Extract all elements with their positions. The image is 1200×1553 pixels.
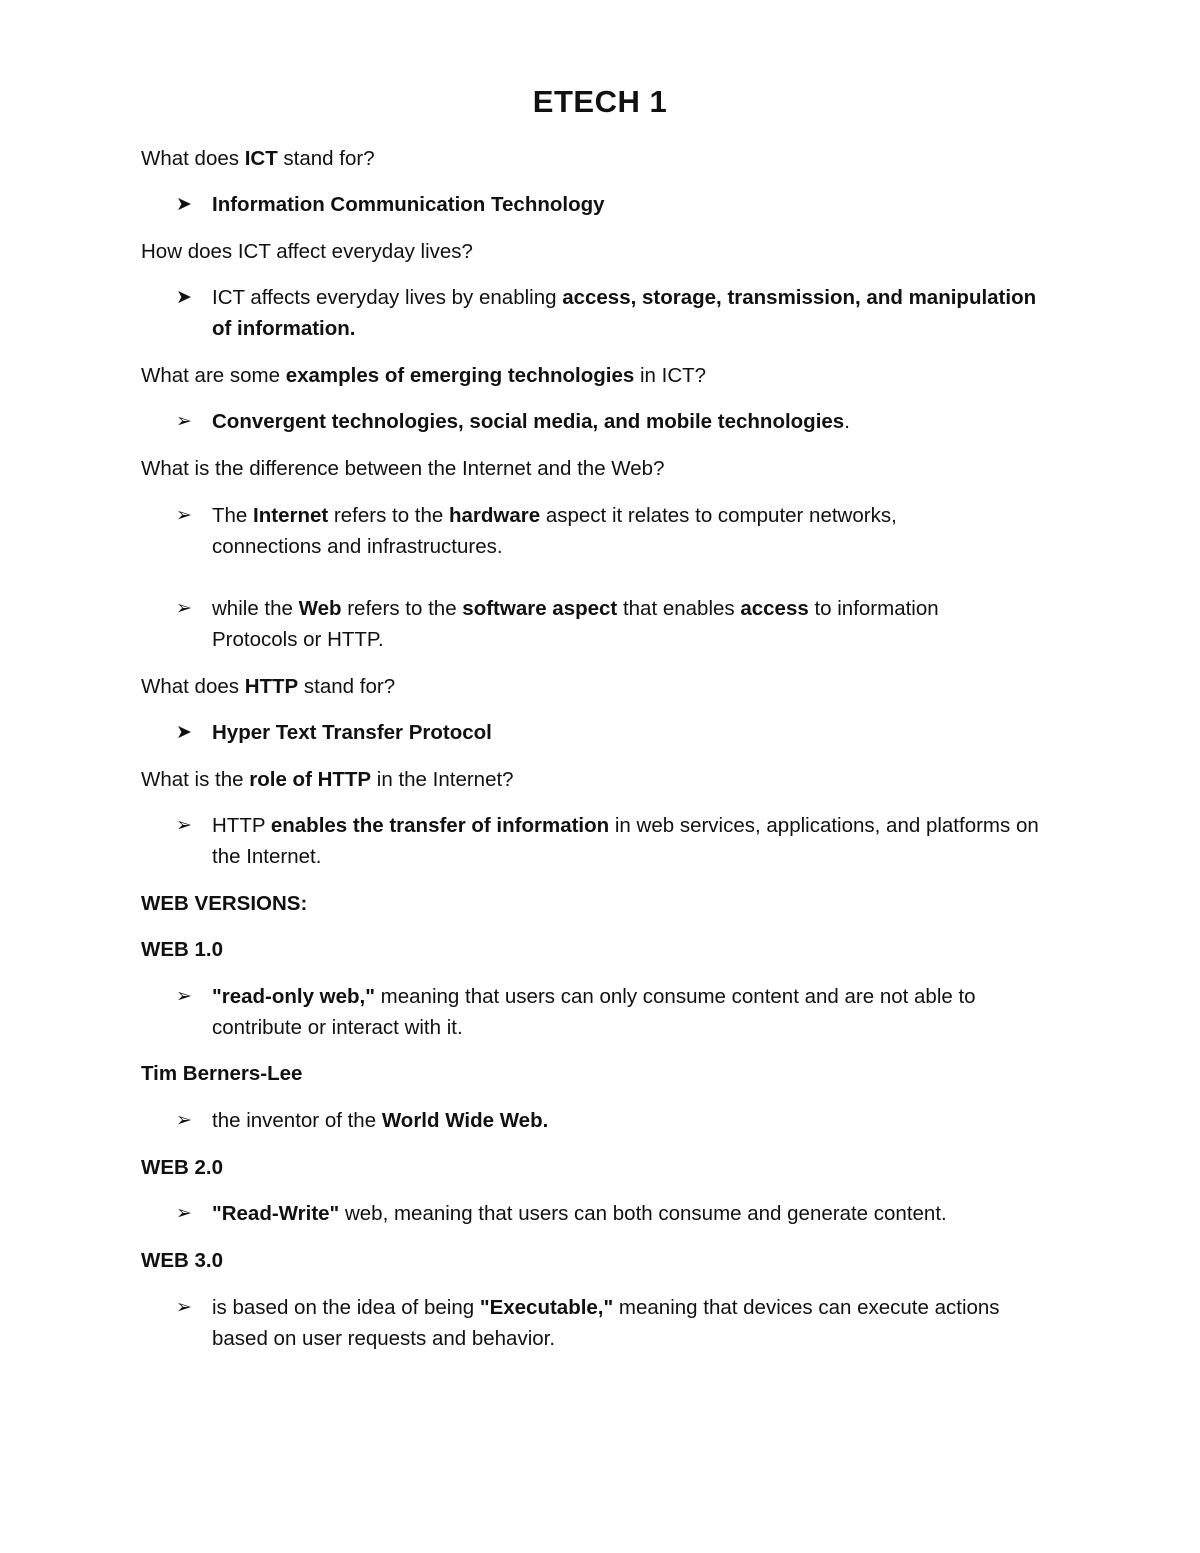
answer-bold: access (740, 597, 809, 620)
arrow-bullet-icon: ➢ (176, 411, 192, 432)
answer-text: ICT affects everyday lives by enabling (212, 286, 563, 309)
answer-bold: Internet (253, 504, 329, 527)
answer-internet (176, 500, 936, 562)
question-bold: HTTP (244, 675, 299, 698)
question-internet-web: What is the difference between the Internet and the Web? (141, 457, 665, 480)
answer-text: meaning that devices can execute actions based on user requests and behavior. (212, 1296, 1000, 1350)
answer-text: refers to the (341, 597, 463, 620)
answer-text: in web services, applications, and platforms on the Internet. (212, 814, 1039, 868)
answer-ict-effect (176, 282, 1056, 344)
answer-bold: enables the transfer of information (270, 814, 610, 837)
page-title: ETECH 1 (532, 84, 668, 119)
heading-tim-berners-lee: Tim Berners-Lee (141, 1062, 303, 1085)
question-emerging (141, 360, 706, 391)
arrow-bullet-icon: ➢ (176, 815, 192, 836)
answer-text: that enables (617, 597, 741, 620)
answer-text: to information Protocols or HTTP. (212, 597, 939, 651)
arrow-bullet-icon: ➢ (176, 986, 192, 1007)
answer-web2 (176, 1198, 1076, 1229)
answer-text: meaning that users can only consume content and are not able to contribute or interact with it. (212, 985, 976, 1039)
arrow-bullet-icon: ➢ (176, 1110, 192, 1131)
answer-text: web, meaning that users can both consume and generate content. (339, 1202, 947, 1225)
question-text: What does (141, 147, 245, 170)
answer-text: The (212, 504, 254, 527)
question-bold: examples of emerging technologies (285, 364, 635, 387)
question-ict-effect: How does ICT affect everyday lives? (141, 240, 473, 263)
question-text: in ICT? (634, 364, 707, 387)
answer-text: refers to the (328, 504, 449, 527)
answer-bold: Web (298, 597, 342, 620)
answer-text: HTTP (212, 814, 271, 837)
heading-web1: WEB 1.0 (141, 938, 224, 961)
answer-bold: "Executable," (479, 1296, 614, 1319)
answer-web (176, 593, 956, 655)
question-text: What does (141, 675, 245, 698)
answer-text: the inventor of the (212, 1109, 382, 1132)
answer-bold: "Read-Write" (212, 1202, 340, 1225)
arrow-bullet-icon: ➤ (176, 722, 192, 743)
answer-tbl (176, 1105, 1076, 1136)
question-bold: ICT (244, 147, 278, 170)
answer-text: . (844, 410, 850, 433)
answer-bold: World Wide Web. (381, 1109, 549, 1132)
answer-bold: Convergent technologies, social media, and mobile technologies (212, 410, 845, 433)
answer-http-role (176, 810, 1046, 872)
answer-text: is based on the idea of being (212, 1296, 480, 1319)
heading-web3: WEB 3.0 (141, 1249, 224, 1272)
heading-web-versions: WEB VERSIONS: (141, 892, 308, 915)
answer-web3 (176, 1292, 1036, 1354)
arrow-bullet-icon: ➢ (176, 1297, 192, 1318)
answer-web1 (176, 981, 1026, 1043)
question-bold: role of HTTP (249, 768, 372, 791)
arrow-bullet-icon: ➢ (176, 505, 192, 526)
answer-ict (176, 189, 1076, 220)
question-http (141, 671, 395, 702)
question-ict (141, 143, 375, 174)
answer-http (176, 717, 1076, 748)
answer-bold: Information Communication Technology (212, 193, 605, 216)
question-text: stand for? (298, 675, 396, 698)
answer-bold: hardware (449, 504, 541, 527)
question-text: What are some (141, 364, 286, 387)
heading-web2: WEB 2.0 (141, 1156, 224, 1179)
answer-bold: software aspect (462, 597, 618, 620)
answer-emerging (176, 406, 1076, 437)
question-text: What is the (141, 768, 250, 791)
answer-bold: Hyper Text Transfer Protocol (212, 721, 492, 744)
answer-text: while the (212, 597, 299, 620)
arrow-bullet-icon: ➤ (176, 194, 192, 215)
question-text: in the Internet? (371, 768, 514, 791)
arrow-bullet-icon: ➢ (176, 598, 192, 619)
question-text: stand for? (277, 147, 375, 170)
arrow-bullet-icon: ➤ (176, 287, 192, 308)
question-http-role (141, 764, 514, 795)
answer-bold: access, storage, transmission, and manipulation of information. (212, 286, 1037, 340)
answer-bold: "read-only web," (212, 985, 375, 1008)
arrow-bullet-icon: ➢ (176, 1203, 192, 1224)
answer-text: aspect it relates to computer networks, connections and infrastructures. (212, 504, 897, 558)
